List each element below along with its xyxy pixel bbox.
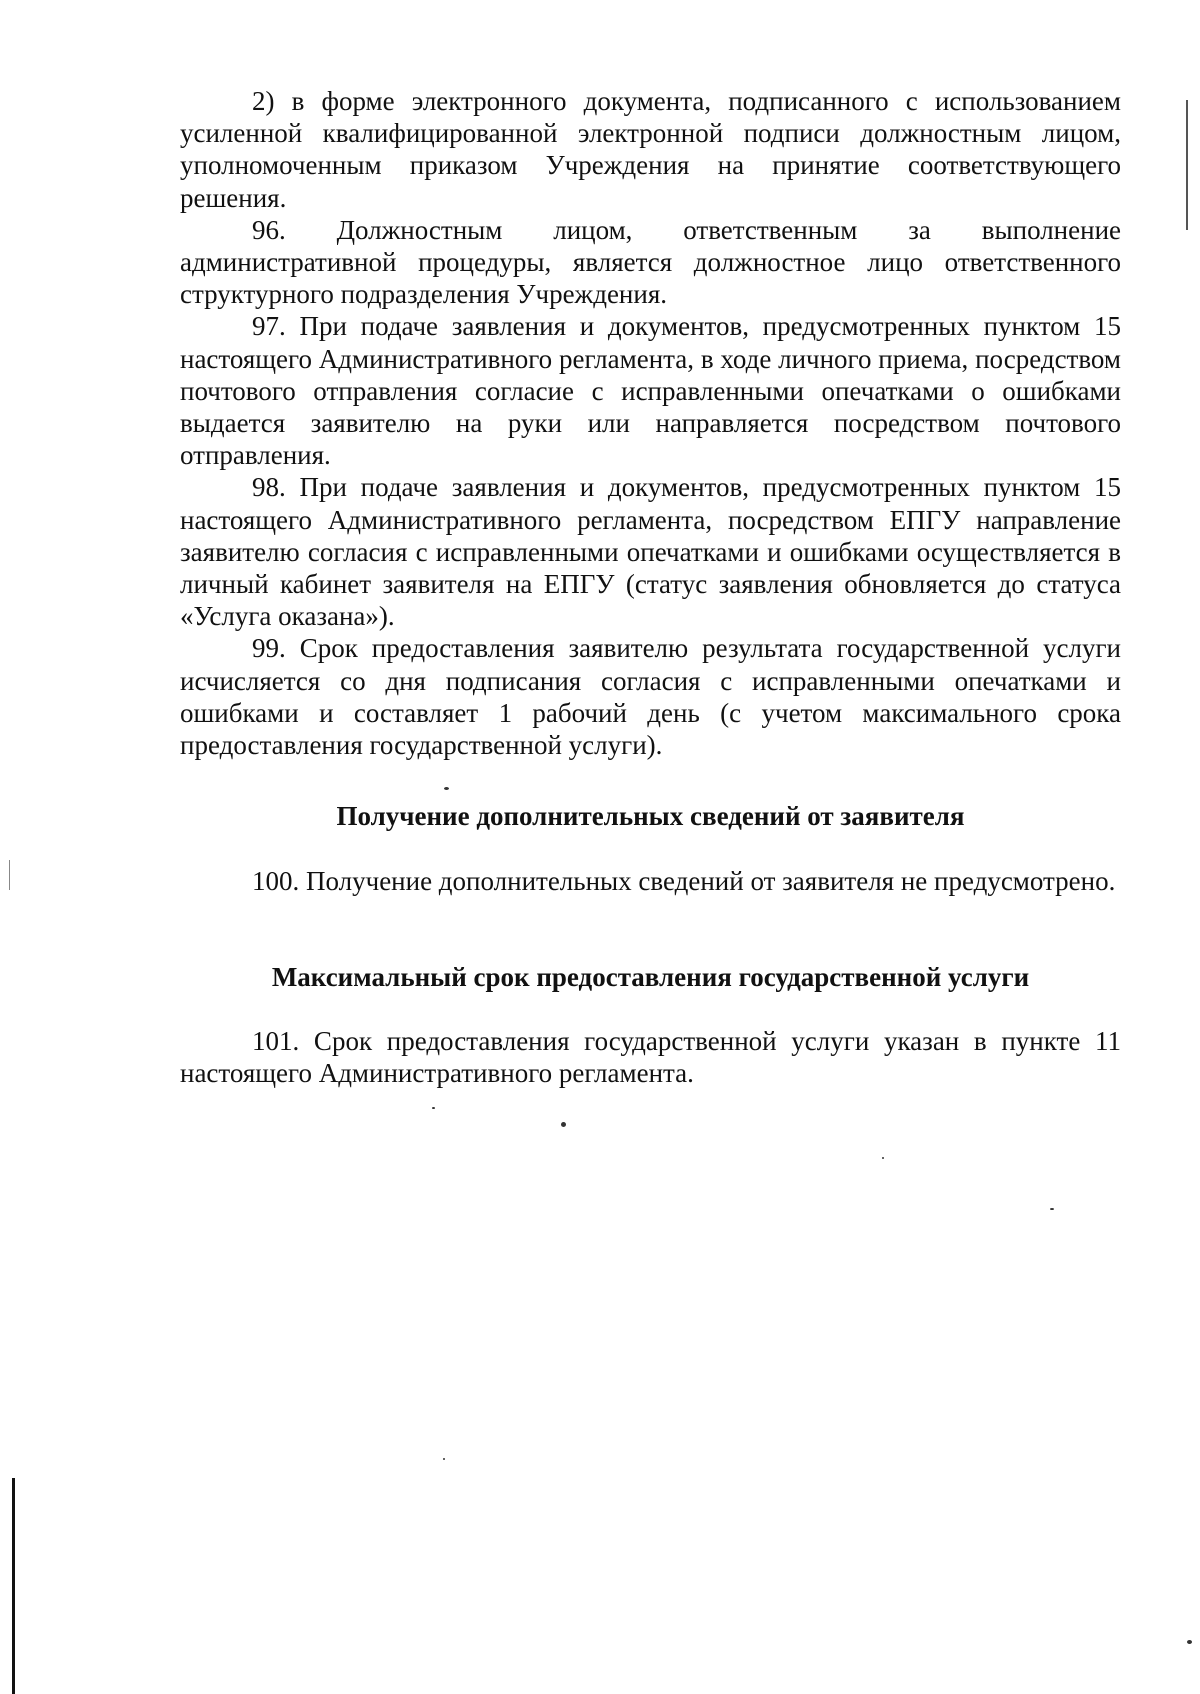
scan-speck <box>443 1458 445 1460</box>
paragraph-101: 101. Срок предоставления государственной услуги указан в пункте 11 настоящего Административного регламента. <box>180 1026 1121 1089</box>
paragraph-98: 98. При подаче заявления и документов, предусмотренных пунктом 15 настоящего Административного регламента, посредством ЕПГУ направление заявителю согласия с исправленными опечатками и ошибками осуществляется в личный кабинет заявителя на ЕПГУ (статус заявления обновляется до статуса «Услуга оказана»). <box>180 472 1121 632</box>
document-body-100 <box>180 865 1121 897</box>
scan-speck <box>432 1107 435 1109</box>
scan-speck <box>882 1157 884 1159</box>
scan-speck <box>1187 1640 1192 1644</box>
scan-speck <box>1050 1208 1054 1210</box>
document-body-101 <box>180 1025 1121 1089</box>
document-body-top <box>180 85 1121 761</box>
scan-speck <box>444 787 449 790</box>
section-heading-additional-info: Получение дополнительных сведений от заявителя <box>336 801 965 831</box>
paragraph-95-item-2: 2) в форме электронного документа, подписанного с использованием усиленной квалифицированной электронной подписи должностным лицом, уполномоченным приказом Учреждения на принятие соответствующего решения. <box>180 86 1121 213</box>
paragraph-100: 100. Получение дополнительных сведений от заявителя не предусмотрено. <box>252 866 1116 896</box>
paragraph-96: 96. Должностным лицом, ответственным за выполнение административной процедуры, является должностное лицо ответственного структурного подразделения Учреждения. <box>180 214 1121 310</box>
scan-edge-line-left <box>12 1478 15 1694</box>
section-heading-max-term: Максимальный срок предоставления государственной услуги <box>271 962 1030 992</box>
scan-edge-mark-left-top <box>9 860 10 890</box>
paragraph-97: 97. При подаче заявления и документов, предусмотренных пунктом 15 настоящего Административного регламента, в ходе личного приема, посредством почтового отправления согласие с исправленными опечатками о ошибками выдается заявителю на руки или направляется посредством почтового отправления. <box>180 311 1121 471</box>
paragraph-99: 99. Срок предоставления заявителю результата государственной услуги исчисляется со дня подписания согласия с исправленными опечатками и ошибками и составляет 1 рабочий день (с учетом максимального срока предоставления государственной услуги). <box>180 633 1121 761</box>
scan-speck <box>561 1122 566 1127</box>
scan-edge-line-right <box>1186 100 1188 230</box>
